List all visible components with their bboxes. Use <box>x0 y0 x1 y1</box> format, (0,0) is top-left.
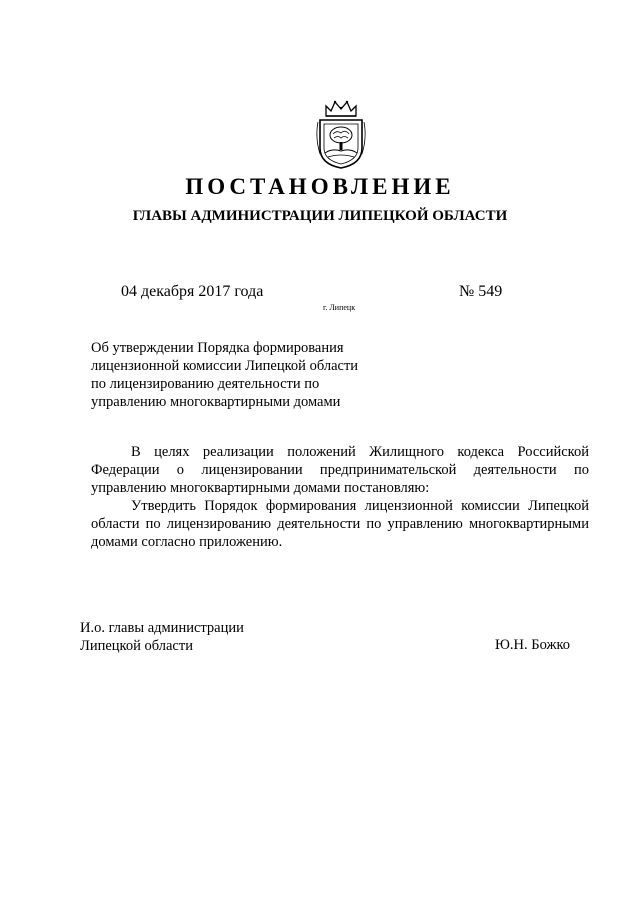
signature-name: Ю.Н. Божко <box>495 637 571 653</box>
document-subtitle: ГЛАВЫ АДМИНИСТРАЦИИ ЛИПЕЦКОЙ ОБЛАСТИ <box>132 208 508 224</box>
signature-position-line: Липецкой области <box>80 638 193 654</box>
document-subject <box>91 339 391 411</box>
subject-line: по лицензированию деятельности по <box>91 376 320 392</box>
document-title: ПОСТАНОВЛЕНИЕ <box>185 174 455 199</box>
body-paragraph: Утвердить Порядок формирования лицензионной комиссии Липецкой области по лицензированию деятельности по управлению многоквартирными домами согласно приложению. <box>91 498 589 550</box>
signature-position-line: И.о. главы администрации <box>80 620 244 636</box>
subject-line: лицензионной комиссии Липецкой области <box>91 358 359 374</box>
signature-position <box>80 619 244 655</box>
document-number: № 549 <box>459 283 503 300</box>
body-paragraph: В целях реализации положений Жилищного кодекса Российской Федерации о лицензировании предпринимательской деятельности по управлению многоквартирными домами постановляю: <box>91 444 589 496</box>
document-city: г. Липецк <box>323 303 356 312</box>
subject-line: Об утверждении Порядка формирования <box>91 340 344 356</box>
document-date: 04 декабря 2017 года <box>121 283 264 300</box>
coat-of-arms-icon <box>312 98 370 170</box>
subject-line: управлению многоквартирными домами <box>91 394 341 410</box>
document-body <box>91 443 589 551</box>
